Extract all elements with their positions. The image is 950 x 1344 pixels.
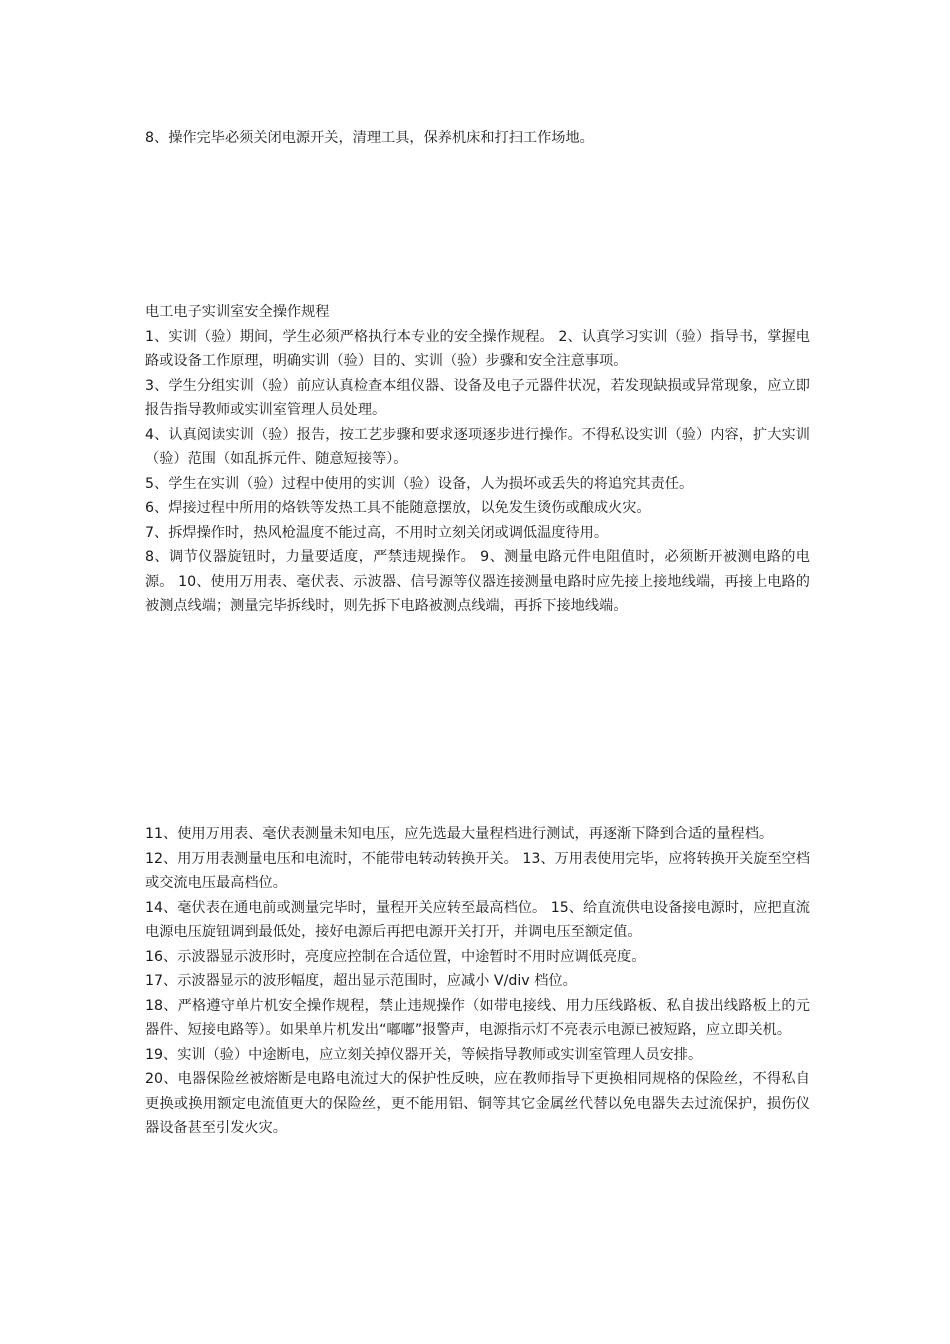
rule-item: 12、用万用表测量电压和电流时，不能带电转动转换开关。 13、万用表使用完毕，应将转换开关旋至空档或交流电压最高档位。	[145, 850, 810, 891]
previous-section-tail	[145, 126, 810, 151]
rule-item: 19、实训（验）中途断电，应立刻关掉仪器开关，等候指导教师或实训室管理人员安排。	[145, 1046, 703, 1063]
rule-item: 11、使用万用表、毫伏表测量未知电压，应先选最大量程档进行测试，再逐渐下降到合适的量程档。	[145, 826, 774, 842]
safety-rules-section	[145, 300, 810, 619]
rule-item: 8、调节仪器旋钮时，力量要适度，严禁违规操作。 9、测量电路元件电阻值时，必须断开被测电路的电源。 10、使用万用表、毫伏表、示波器、信号源等仪器连接测量电路时应先接上接地线端，再接上电路的被测点线端；测量完毕拆线时，则先拆下电路被测点线端，再拆下接地线端。	[145, 549, 810, 614]
rule-item: 5、学生在实训（验）过程中使用的实训（验）设备，人为损坏或丢失的将追究其责任。	[145, 475, 694, 492]
rule-item: 8、操作完毕必须关闭电源开关，清理工具，保养机床和打扫工作场地。	[145, 130, 594, 146]
rule-item: 14、毫伏表在通电前或测量完毕时，量程开关应转至最高档位。 15、给直流供电设备接电源时，应把直流电源电压旋钮调到最低处，接好电源后再把电源开关打开，并调电压至额定值。	[145, 899, 810, 940]
section-title: 电工电子实训室安全操作规程	[145, 304, 330, 320]
rule-item: 6、焊接过程中所用的烙铁等发热工具不能随意摆放，以免发生烫伤或酿成火灾。	[145, 500, 651, 516]
rule-item: 7、拆焊操作时，热风枪温度不能过高，不用时立刻关闭或调低温度待用。	[145, 524, 609, 541]
safety-rules-continued	[145, 822, 810, 1141]
rule-item: 17、示波器显示的波形幅度，超出显示范围时，应减小 V/div 档位。	[145, 973, 577, 989]
rule-item: 20、电器保险丝被熔断是电路电流过大的保护性反映，应在教师指导下更换相同规格的保险丝，不得私自更换或换用额定电流值更大的保险丝，更不能用铝、铜等其它金属丝代替以免电器失去过流保护，损伤仪器设备甚至引发火灾。	[145, 1071, 810, 1136]
rule-item: 4、认真阅读实训（验）报告，按工艺步骤和要求逐项逐步进行操作。不得私设实训（验）内容，扩大实训（验）范围（如乱拆元件、随意短接等）。	[145, 426, 810, 467]
rule-item: 1、实训（验）期间，学生必须严格执行本专业的安全操作规程。 2、认真学习实训（验）指导书，掌握电路或设备工作原理，明确实训（验）目的、实训（验）步骤和安全注意事项。	[145, 328, 810, 369]
rule-item: 18、严格遵守单片机安全操作规程，禁止违规操作（如带电接线、用力压线路板、私自拔出线路板上的元器件、短接电路等）。如果单片机发出“嘟嘟”报警声，电源指示灯不亮表示电源已被短路，应立即关机。	[145, 997, 810, 1038]
rule-item: 3、学生分组实训（验）前应认真检查本组仪器、设备及电子元器件状况，若发现缺损或异常现象，应立即报告指导教师或实训室管理人员处理。	[145, 377, 810, 418]
rule-item: 16、示波器显示波形时，亮度应控制在合适位置，中途暂时不用时应调低亮度。	[145, 948, 646, 965]
